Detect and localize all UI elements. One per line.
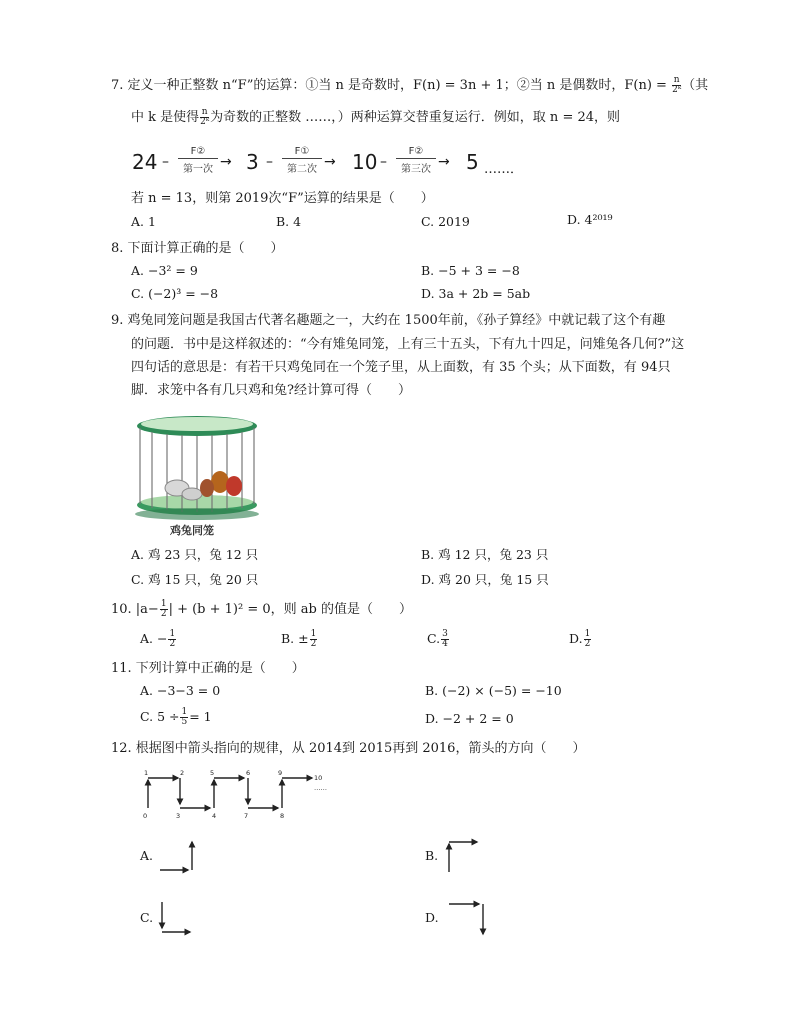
q12-stem: 12. 根据图中箭头指向的规律，从 2014到 2015再到 2016，箭头的方向（ ） [111,741,586,756]
q7-line1-text: 7. 定义一种正整数 n“F”的运算：①当 n 是奇数时，F(n) = 3n + 1；②当 n 是偶数时，F(n) = [111,78,672,93]
q12-arrow-pattern-diagram [140,770,340,822]
q8-option-d[interactable]: D. 3a + 2b = 5ab [421,286,531,301]
q9-option-a[interactable]: A. 鸡 23 只，兔 12 只 [131,547,259,562]
arrow-pattern-icon [140,770,340,822]
q7-option-b[interactable]: B. 4 [276,214,302,229]
pattern-label-8: 8 [280,812,285,820]
seq-ellipsis: ……． [484,162,524,177]
q12-option-b[interactable]: B. [425,848,439,863]
q10-stem: 10. |a− $\frac{1}{2}$ | + (b + 1)² = 0，则 ab 的值是（ ） [111,599,412,619]
pattern-label-4: 4 [212,812,217,820]
q12-option-d[interactable]: D. [425,910,439,925]
seq-dash-2: – [266,154,273,170]
seq-arrow-1: → [220,154,232,170]
q10-option-c[interactable]: C. $\frac{3}{4}$ [427,629,448,649]
pattern-label-2: 2 [180,770,185,777]
q7-fraction-1: $\frac{n}{\text{2ᵏ}}$ [672,75,682,95]
q10-option-b[interactable]: B. ± $\frac{1}{2}$ [281,629,317,649]
q8-option-c[interactable]: C. (−2)³ = −8 [131,286,219,301]
q7-line1 [111,76,708,95]
q9-line3: 四句话的意思是：有若干只鸡兔同在一个笼子里，从上面数，有 35 个头；从下面数，有 94只 [131,360,671,375]
q9-option-d[interactable]: D. 鸡 20 只，兔 15 只 [421,572,549,587]
q9-line4: 脚．求笼中各有几只鸡和兔?经计算可得（ ） [131,383,411,398]
seq-number-2: 3 [246,150,259,174]
option-a-arrow-icon [158,836,200,876]
pattern-label-1: 1 [144,770,149,777]
q10-fraction: $\frac{1}{2}$ [160,599,167,619]
seq-step-2: F① 第二次 [282,146,322,175]
q7-line3: 若 n = 13，则第 2019次“F”运算的结果是（ ） [131,191,434,206]
q9-option-b[interactable]: B. 鸡 12 只，兔 23 只 [421,547,549,562]
q8-option-b[interactable]: B. −5 + 3 = −8 [421,263,520,278]
q8-stem: 8. 下面计算正确的是（ ） [111,241,284,256]
q11-stem: 11. 下列计算中正确的是（ ） [111,661,305,676]
seq-number-4: 5 [466,150,479,174]
pattern-label-10: 10 [314,774,323,782]
q10-option-d[interactable]: D. $\frac{1}{2}$ [569,629,591,649]
pattern-label-3: 3 [176,812,181,820]
q12-option-c[interactable]: C. [140,910,154,925]
q8-option-a[interactable]: A. −3² = 9 [131,263,198,278]
q11-option-c[interactable]: C. 5 ÷ $\frac{1}{5}$ = 1 [140,707,212,727]
q7-option-a[interactable]: A. 1 [131,214,156,229]
pattern-label-9: 9 [278,770,283,777]
seq-dash-1: – [162,154,169,170]
q11-option-d[interactable]: D. −2 + 2 = 0 [425,711,514,726]
pattern-ellipsis: …… [314,784,327,792]
q7-option-c[interactable]: C. 2019 [421,214,470,229]
q12-option-a[interactable]: A. [140,848,154,863]
option-b-arrow-icon [443,836,485,876]
q7-line2 [131,108,620,127]
q7-sequence [132,146,552,182]
q7-option-d[interactable]: D. 4²⁰¹⁹ [567,212,613,227]
cage-image-caption: 鸡兔同笼 [170,524,214,537]
option-c-arrow-icon [156,898,198,938]
q9-option-c[interactable]: C. 鸡 15 只，兔 20 只 [131,572,259,587]
seq-step-3: F② 第三次 [396,146,436,175]
q7-fraction-2: $\frac{n}{\text{2ᵏ}}$ [200,107,210,127]
q9-line2: 的问题．书中是这样叙述的：“今有雉兔同笼，上有三十五头，下有九十四足，问雉兔各几何?”这 [131,337,685,352]
seq-step-1: F② 第一次 [178,146,218,175]
pattern-label-7: 7 [244,812,249,820]
seq-arrow-2: → [324,154,336,170]
q11-option-b[interactable]: B. (−2) × (−5) = −10 [425,683,562,698]
q7-line2-tail: 为奇数的正整数 ……，）两种运算交替重复运行．例如，取 n = 24，则 [210,110,621,125]
seq-arrow-3: → [438,154,450,170]
seq-dash-3: – [380,154,387,170]
pattern-label-5: 5 [210,770,215,777]
q10-option-a[interactable]: A. − $\frac{1}{2}$ [140,629,176,649]
q9-line1: 9. 鸡兔同笼问题是我国古代著名趣题之一，大约在 1500年前，《孙子算经》中就记载了这个有趣 [111,313,666,328]
chicken-rabbit-cage-image [132,410,262,540]
pattern-label-6: 6 [246,770,251,777]
option-d-arrow-icon [445,898,489,940]
pattern-label-0: 0 [143,812,148,820]
q11-option-a[interactable]: A. −3−3 = 0 [140,683,221,698]
seq-number-1: 24 [132,150,158,174]
q7-line1-tail: （其 [682,78,709,93]
seq-number-3: 10 [352,150,378,174]
cage-illustration-icon [132,410,262,540]
q7-line2-text: 中 k 是使得 [131,110,200,125]
